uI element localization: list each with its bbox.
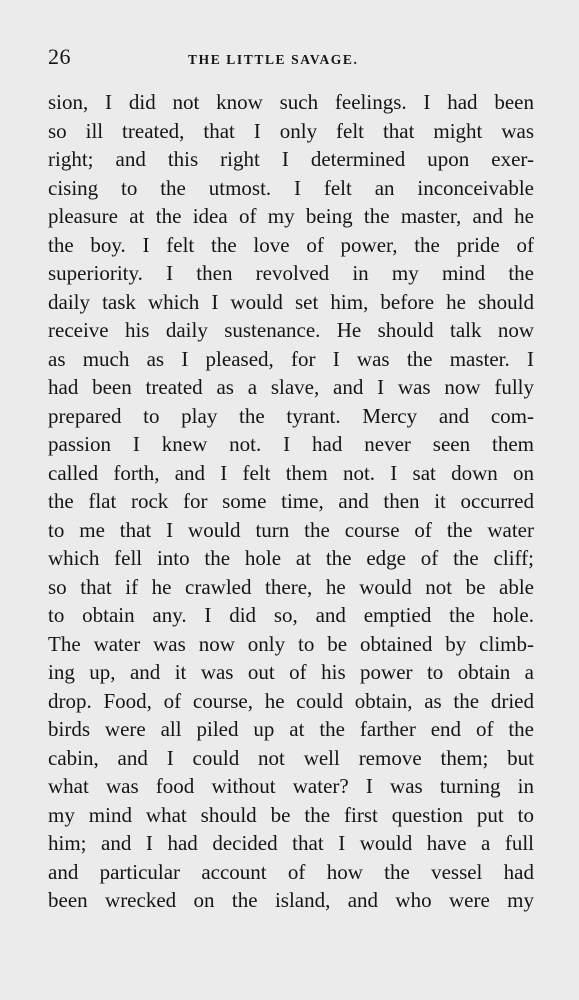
text-line: ing up, and it was out of his power to obtain a [48, 660, 534, 684]
text-line: passion I knew not. I had never seen them [48, 432, 534, 456]
text-line: been wrecked on the island, and who were my [48, 888, 534, 912]
text-line: called forth, and I felt them not. I sat down on [48, 460, 534, 485]
text-line: which fell into the hole at the edge of the cliff; [48, 546, 534, 570]
text-line: the flat rock for some time, and then it occurred [48, 489, 534, 513]
text-line: to me that I would turn the course of the water [48, 517, 534, 542]
text-line: what was food without water? I was turning in [48, 774, 534, 798]
text-line: had been treated as a slave, and I was now fully [48, 375, 534, 399]
text-line: pleasure at the idea of my being the master, and he [48, 204, 534, 228]
text-line: cabin, and I could not well remove them; but [48, 745, 534, 770]
text-line: daily task which I would set him, before he should [48, 289, 534, 314]
text-line: so ill treated, that I only felt that might was [48, 118, 534, 143]
running-head: THE LITTLE SAVAGE. [188, 52, 359, 67]
text-line: my mind what should be the first question put to [48, 802, 534, 827]
text-line: the boy. I felt the love of power, the pride of [48, 232, 534, 257]
text-line: drop. Food, of course, he could obtain, as the dried [48, 688, 534, 713]
body-text [48, 88, 534, 915]
text-line: so that if he crawled there, he would not be able [48, 574, 534, 599]
text-line: sion, I did not know such feelings. I had been [48, 90, 534, 114]
text-line: cising to the utmost. I felt an inconceivable [48, 175, 534, 200]
text-line: superiority. I then revolved in my mind the [48, 261, 534, 285]
text-line: The water was now only to be obtained by climb- [48, 631, 534, 656]
text-line: as much as I pleased, for I was the master. I [48, 346, 534, 371]
text-line: receive his daily sustenance. He should talk now [48, 318, 534, 342]
text-line: and particular account of how the vessel had [48, 859, 534, 884]
text-line: right; and this right I determined upon exer- [48, 147, 534, 171]
text-line: to obtain any. I did so, and emptied the hole. [48, 603, 534, 627]
page-number: 26 [48, 44, 71, 69]
text-line: prepared to play the tyrant. Mercy and com- [48, 403, 534, 428]
text-line: him; and I had decided that I would have a full [48, 831, 534, 855]
text-line: birds were all piled up at the farther end of the [48, 717, 534, 741]
